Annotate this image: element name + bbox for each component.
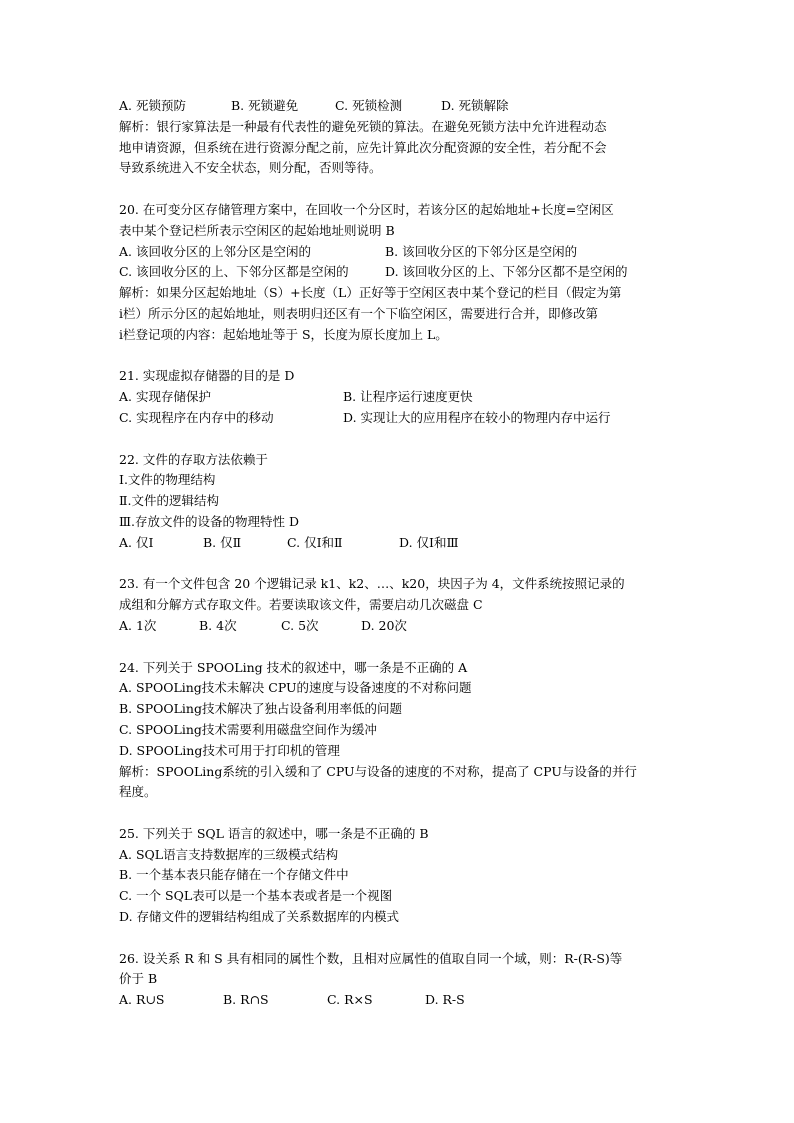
statement-item: Ⅱ.文件的逻辑结构 (119, 493, 219, 509)
statement-item: Ⅲ.存放文件的设备的物理特性 D (119, 513, 300, 529)
option-c: C. 该回收分区的上、下邻分区都是空闲的 (119, 264, 349, 280)
option-a: A. R∪S (119, 992, 165, 1008)
option-c: C. 死锁检测 (335, 98, 403, 113)
analysis-line: i栏登记项的内容：起始地址等于 S，长度为原长度加上 L。 (119, 326, 448, 342)
analysis-line: 地申请资源，但系统在进行资源分配之前，应先计算此次分配资源的安全性，若分配不会 (119, 139, 607, 155)
question-stem: 22. 文件的存取方法依赖于 (119, 451, 268, 467)
option-a: A. 实现存储保护 (119, 389, 211, 405)
document-page (119, 96, 689, 1011)
options-row (119, 96, 689, 117)
option-c: C. 仅Ⅰ和Ⅱ (287, 534, 343, 550)
option-d: D. 存储文件的逻辑结构组成了关系数据库的内模式 (119, 909, 400, 925)
option-c: C. 5次 (281, 617, 319, 633)
question-23 (119, 574, 689, 636)
options-row (119, 990, 689, 1011)
question-24 (119, 658, 689, 804)
option-b: B. R∩S (223, 992, 269, 1008)
question-19 (119, 96, 689, 179)
question-25 (119, 824, 689, 928)
option-d: D. R-S (425, 992, 465, 1008)
options-row (119, 387, 689, 408)
analysis-line: 程度。 (119, 784, 157, 800)
options-row (119, 262, 689, 283)
option-a: A. 死锁预防 (119, 98, 186, 113)
option-d: D. SPOOLing技术可用于打印机的管理 (119, 742, 340, 758)
question-stem: 表中某个登记栏所表示空闲区的起始地址则说明 B (119, 222, 395, 238)
option-d: D. 实现让大的应用程序在较小的物理内存中运行 (343, 409, 611, 425)
option-b: B. SPOOLing技术解决了独占设备利用率低的问题 (119, 701, 402, 717)
option-a: A. SQL语言支持数据库的三级模式结构 (119, 846, 339, 862)
option-a: A. 该回收分区的上邻分区是空闲的 (119, 243, 311, 259)
options-row (119, 408, 689, 429)
question-26 (119, 949, 689, 1011)
option-c: C. SPOOLing技术需要利用磁盘空间作为缓冲 (119, 721, 377, 737)
options-row (119, 242, 689, 263)
options-row (119, 533, 689, 554)
options-row (119, 616, 689, 637)
analysis-line: 导致系统进入不安全状态，则分配，否则等待。 (119, 160, 382, 176)
analysis-line: 解析：银行家算法是一种最有代表性的避免死锁的算法。在避免死锁方法中允许进程动态 (119, 118, 607, 134)
question-stem: 24. 下列关于 SPOOLing 技术的叙述中，哪一条是不正确的 A (119, 659, 468, 675)
question-21 (119, 366, 689, 428)
option-d: D. 该回收分区的上、下邻分区都不是空闲的 (385, 264, 628, 280)
option-b: B. 4次 (199, 617, 237, 633)
option-d: D. 20次 (361, 617, 407, 633)
option-d: D. 仅Ⅰ和Ⅲ (399, 534, 459, 550)
question-20 (119, 200, 689, 346)
question-stem: 成组和分解方式存取文件。若要读取该文件，需要启动几次磁盘 C (119, 597, 483, 613)
option-a: A. 仅Ⅰ (119, 534, 154, 550)
option-c: C. 一个 SQL表可以是一个基本表或者是一个视图 (119, 888, 393, 904)
question-stem: 25. 下列关于 SQL 语言的叙述中，哪一条是不正确的 B (119, 825, 429, 841)
question-stem: 21. 实现虚拟存储器的目的是 D (119, 368, 295, 384)
question-22 (119, 450, 689, 554)
option-b: B. 一个基本表只能存储在一个存储文件中 (119, 867, 349, 883)
question-stem: 23. 有一个文件包含 20 个逻辑记录 k1、k2、…、k20，块因子为 4，文件系统按照记录的 (119, 576, 625, 592)
question-stem: 26. 设关系 R 和 S 具有相同的属性个数，且相对应属性的值取自同一个域，则：R-(R-S)等 (119, 950, 623, 966)
option-b: B. 仅Ⅱ (203, 534, 242, 550)
option-b: B. 死锁避免 (231, 98, 299, 113)
option-a: A. SPOOLing技术未解决 CPU的速度与设备速度的不对称问题 (119, 680, 472, 696)
option-c: C. 实现程序在内存中的移动 (119, 409, 274, 425)
option-c: C. R×S (327, 992, 373, 1008)
question-stem: 20. 在可变分区存储管理方案中，在回收一个分区时，若该分区的起始地址+长度=空闲区 (119, 201, 614, 217)
analysis-line: i栏）所示分区的起始地址，则表明归还区有一个下临空闲区，需要进行合并，即修改第 (119, 305, 598, 321)
analysis-line: 解析：SPOOLing系统的引入缓和了 CPU与设备的速度的不对称，提高了 CPU与设备的并行 (119, 763, 637, 779)
question-stem: 价于 B (119, 971, 158, 987)
statement-item: Ⅰ.文件的物理结构 (119, 472, 216, 488)
analysis-line: 解析：如果分区起始地址（S）+长度（L）正好等于空闲区表中某个登记的栏目（假定为第 (119, 285, 622, 301)
option-d: D. 死锁解除 (441, 98, 509, 113)
option-a: A. 1次 (119, 617, 157, 633)
option-b: B. 让程序运行速度更快 (343, 389, 473, 405)
option-b: B. 该回收分区的下邻分区是空闲的 (385, 243, 578, 259)
